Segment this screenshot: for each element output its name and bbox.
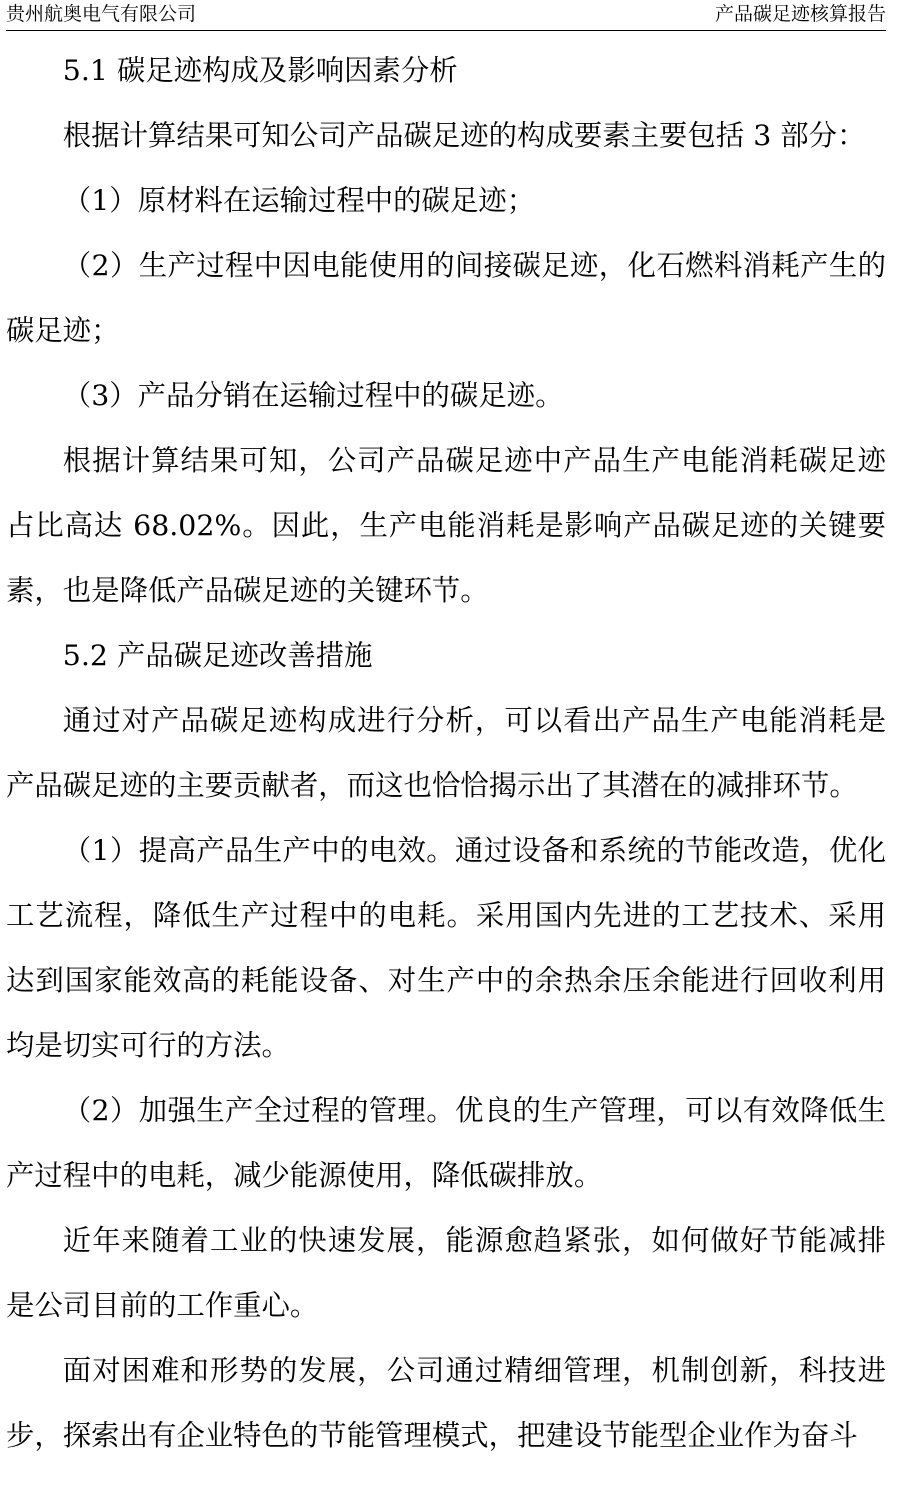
- paragraph-energy-focus: 近年来随着工业的快速发展，能源愈趋紧张，如何做好节能减排是公司目前的工作重心。: [6, 1224, 886, 1322]
- list-item-raw-material: （1）原材料在运输过程中的碳足迹；: [62, 184, 536, 217]
- document-body: [6, 38, 886, 1468]
- report-title: 产品碳足迹核算报告: [714, 3, 886, 25]
- measure-item-efficiency: （1）提高产品生产中的电效。通过设备和系统的节能改造，优化工艺流程，降低生产过程中的电耗。采用国内先进的工艺技术、采用达到国家能效高的耗能设备、对生产中的余热余压余能进行回收利用均是切实可行的方法。: [6, 834, 886, 1062]
- company-name: 贵州航奥电气有限公司: [6, 3, 197, 25]
- page-header: [6, 0, 886, 31]
- list-item-production: （2）生产过程中因电能使用的间接碳足迹，化石燃料消耗产生的碳足迹；: [6, 249, 886, 347]
- section-heading-5-1: 5.1 碳足迹构成及影响因素分析: [62, 54, 458, 87]
- paragraph-key-factor: 根据计算结果可知，公司产品碳足迹中产品生产电能消耗碳足迹占比高达 68.02%。因此，生产电能消耗是影响产品碳足迹的关键要素，也是降低产品碳足迹的关键环节。: [6, 444, 886, 607]
- paragraph-composition-intro: 根据计算结果可知公司产品碳足迹的构成要素主要包括 3 部分：: [62, 119, 866, 152]
- measure-item-management: （2）加强生产全过程的管理。优良的生产管理，可以有效降低生产过程中的电耗，减少能源使用，降低碳排放。: [6, 1094, 886, 1192]
- list-item-distribution: （3）产品分销在运输过程中的碳足迹。: [62, 379, 564, 412]
- section-heading-5-2: 5.2 产品碳足迹改善措施: [62, 639, 373, 672]
- paragraph-analysis: 通过对产品碳足迹构成进行分析，可以看出产品生产电能消耗是产品碳足迹的主要贡献者，而这也恰恰揭示出了其潜在的减排环节。: [6, 704, 886, 802]
- paragraph-approach: 面对困难和形势的发展，公司通过精细管理，机制创新，科技进步，探索出有企业特色的节能管理模式，把建设节能型企业作为奋斗: [6, 1354, 886, 1452]
